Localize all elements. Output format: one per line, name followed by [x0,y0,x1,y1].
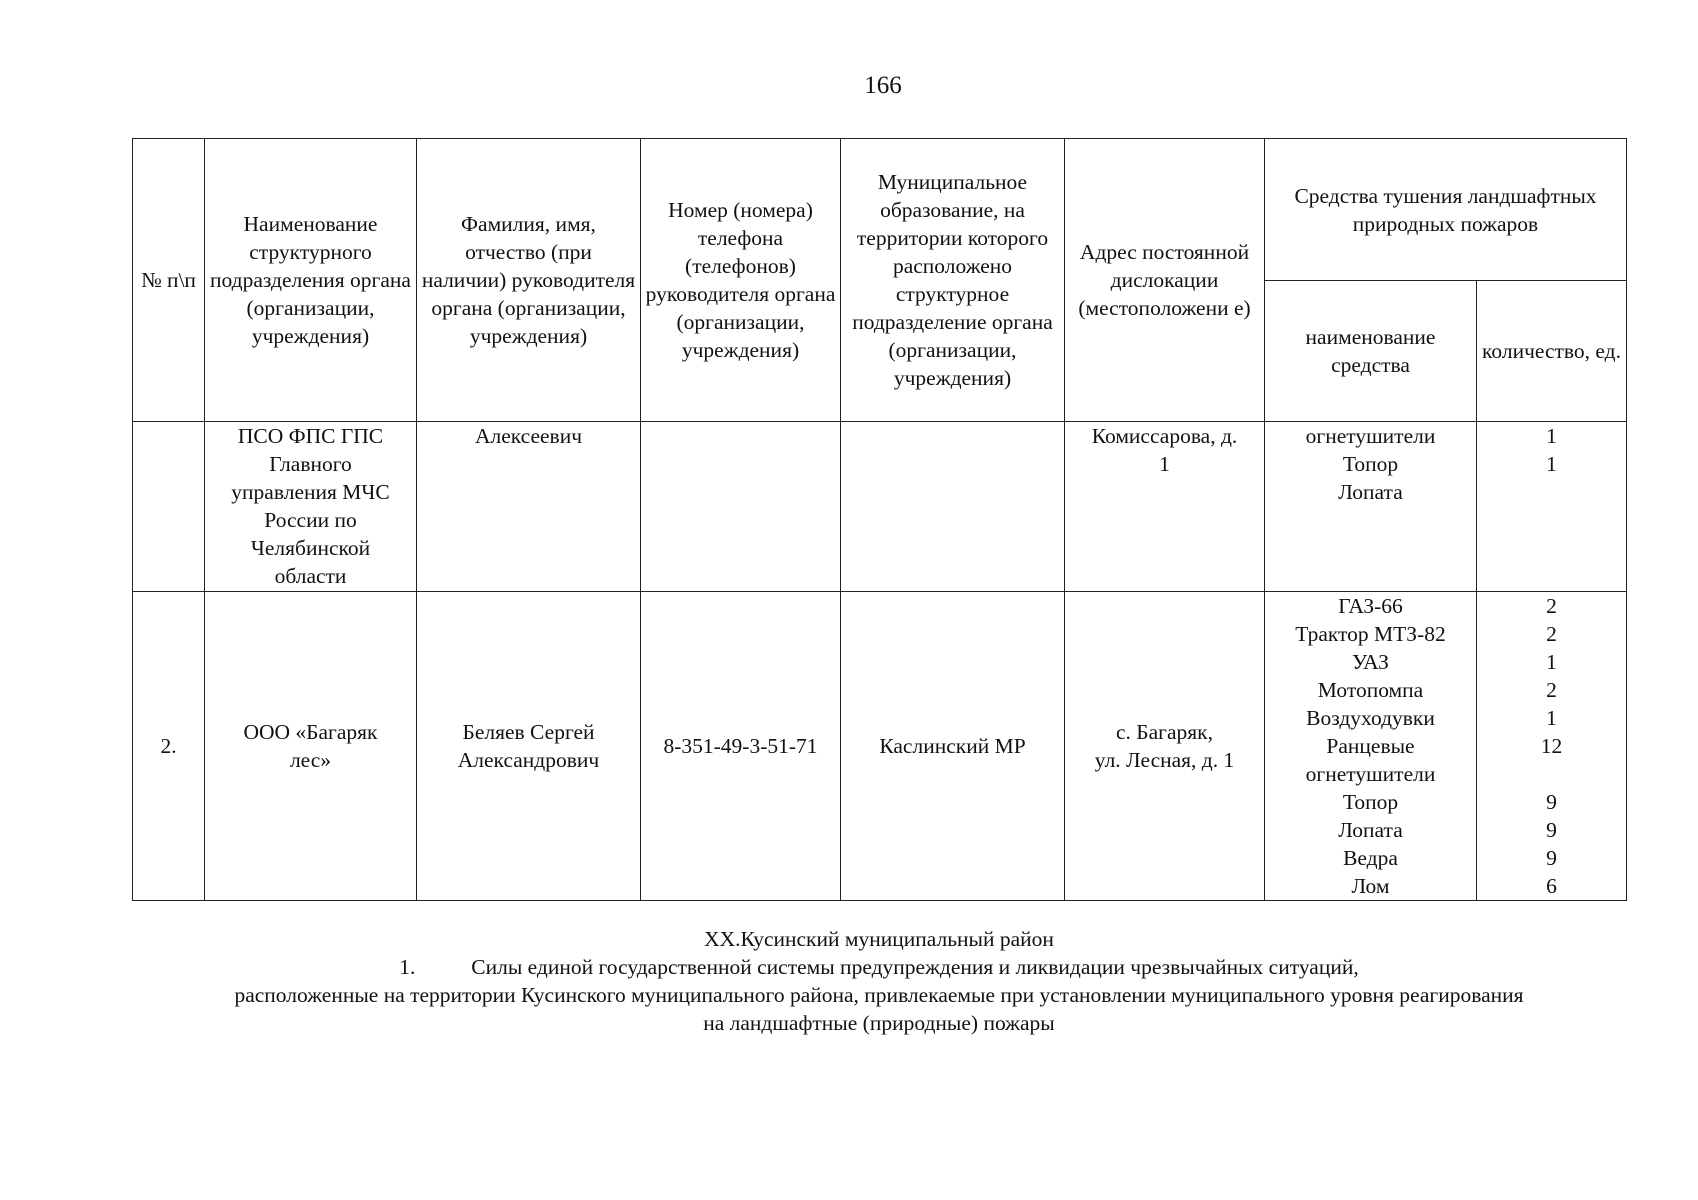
unit-name-line: ООО «Багаряк [243,720,378,744]
qty-item [1481,760,1622,788]
unit-name-line: лес» [289,748,332,772]
header-means-qty: количество, ед. [1477,281,1627,422]
item-text-line: расположенные на территории Кусинского муниципального района, привлекаемые при установлении муниципального уровня реагирования [234,983,1524,1007]
forces-table [132,138,1627,901]
qty-item: 9 [1546,846,1557,870]
unit-name-line: ПСО ФПС ГПС [237,424,384,448]
address-line: с. Багаряк, [1115,720,1213,744]
qty-item: 12 [1540,734,1563,758]
item-heading-line [132,953,1626,981]
cell-unit-name [205,422,417,592]
cell-unit-name [205,592,417,901]
qty-item: 9 [1546,790,1557,814]
means-item: огнетушители [1305,424,1436,448]
means-item: ГАЗ-66 [1338,594,1403,618]
head-name-line: Александрович [457,748,600,772]
means-item: огнетушители [1305,762,1436,786]
item-text-line: на ландшафтные (природные) пожары [703,1011,1055,1035]
unit-name-line: Главного [269,452,352,476]
cell-address [1065,422,1265,592]
cell-head-name [417,592,641,901]
means-item: Лопата [1338,480,1403,504]
qty-item: 1 [1546,424,1557,448]
address-line: ул. Лесная, д. 1 [1094,748,1235,772]
means-item: Лом [1351,874,1390,898]
header-phone: Номер (номера) телефона (телефонов) руководителя органа (организации, учреждения) [641,139,841,422]
means-item: Лопата [1338,818,1403,842]
cell-address [1065,592,1265,901]
table-row [133,422,1627,592]
address-line: 1 [1159,452,1170,476]
header-means-group: Средства тушения ландшафтных природных пожаров [1265,139,1627,281]
unit-name-line: управления МЧС [231,480,390,504]
page-number: 166 [864,72,902,99]
cell-phone: 8-351-49-3-51-71 [641,592,841,901]
head-name-line: Беляев Сергей [462,720,595,744]
means-item: Мотопомпа [1317,678,1424,702]
qty-item: 2 [1546,622,1557,646]
table-header-row [133,139,1627,281]
means-item: Топор [1342,452,1399,476]
means-item: Ранцевые [1326,734,1415,758]
cell-phone [641,422,841,592]
item-text-line: Силы единой государственной системы предупреждения и ликвидации чрезвычайных ситуаций, [471,955,1359,979]
header-head-name: Фамилия, имя, отчество (при наличии) руководителя органа (организации, учреждения) [417,139,641,422]
unit-name-line: области [274,564,347,588]
table-row [133,592,1627,901]
header-municipality: Муниципальное образование, на территории которого расположено структурное подразделение органа (организации, учреждения) [841,139,1065,422]
cell-means-qty [1477,592,1627,901]
qty-item: 9 [1546,818,1557,842]
unit-name-line: России по [264,508,357,532]
cell-num [133,422,205,592]
header-means-name: наименование средства [1265,281,1477,422]
cell-means-name [1265,592,1477,901]
means-item: Топор [1342,790,1399,814]
qty-item: 2 [1546,594,1557,618]
qty-item: 1 [1546,706,1557,730]
means-item: Воздуходувки [1306,706,1435,730]
cell-means-name [1265,422,1477,592]
cell-municipality: Каслинский МР [841,592,1065,901]
item-number: 1. [399,955,416,979]
header-num: № п\п [133,139,205,422]
qty-item: 2 [1546,678,1557,702]
means-item: УАЗ [1352,650,1389,674]
qty-item: 1 [1546,650,1557,674]
address-line: Комиссарова, д. [1091,424,1238,448]
cell-num: 2. [133,592,205,901]
unit-name-line: Челябинской [250,536,371,560]
section-title: XX.Кусинский муниципальный район [704,927,1054,951]
header-unit-name: Наименование структурного подразделения органа (организации, учреждения) [205,139,417,422]
section-heading-block [132,925,1626,1037]
qty-item: 6 [1546,874,1557,898]
means-item: Трактор МТЗ-82 [1295,622,1446,646]
cell-head-name: Алексеевич [417,422,641,592]
qty-item: 1 [1546,452,1557,476]
cell-municipality [841,422,1065,592]
header-address: Адрес постоянной дислокации (местоположени е) [1065,139,1265,422]
cell-means-qty [1477,422,1627,592]
means-item: Ведра [1343,846,1398,870]
